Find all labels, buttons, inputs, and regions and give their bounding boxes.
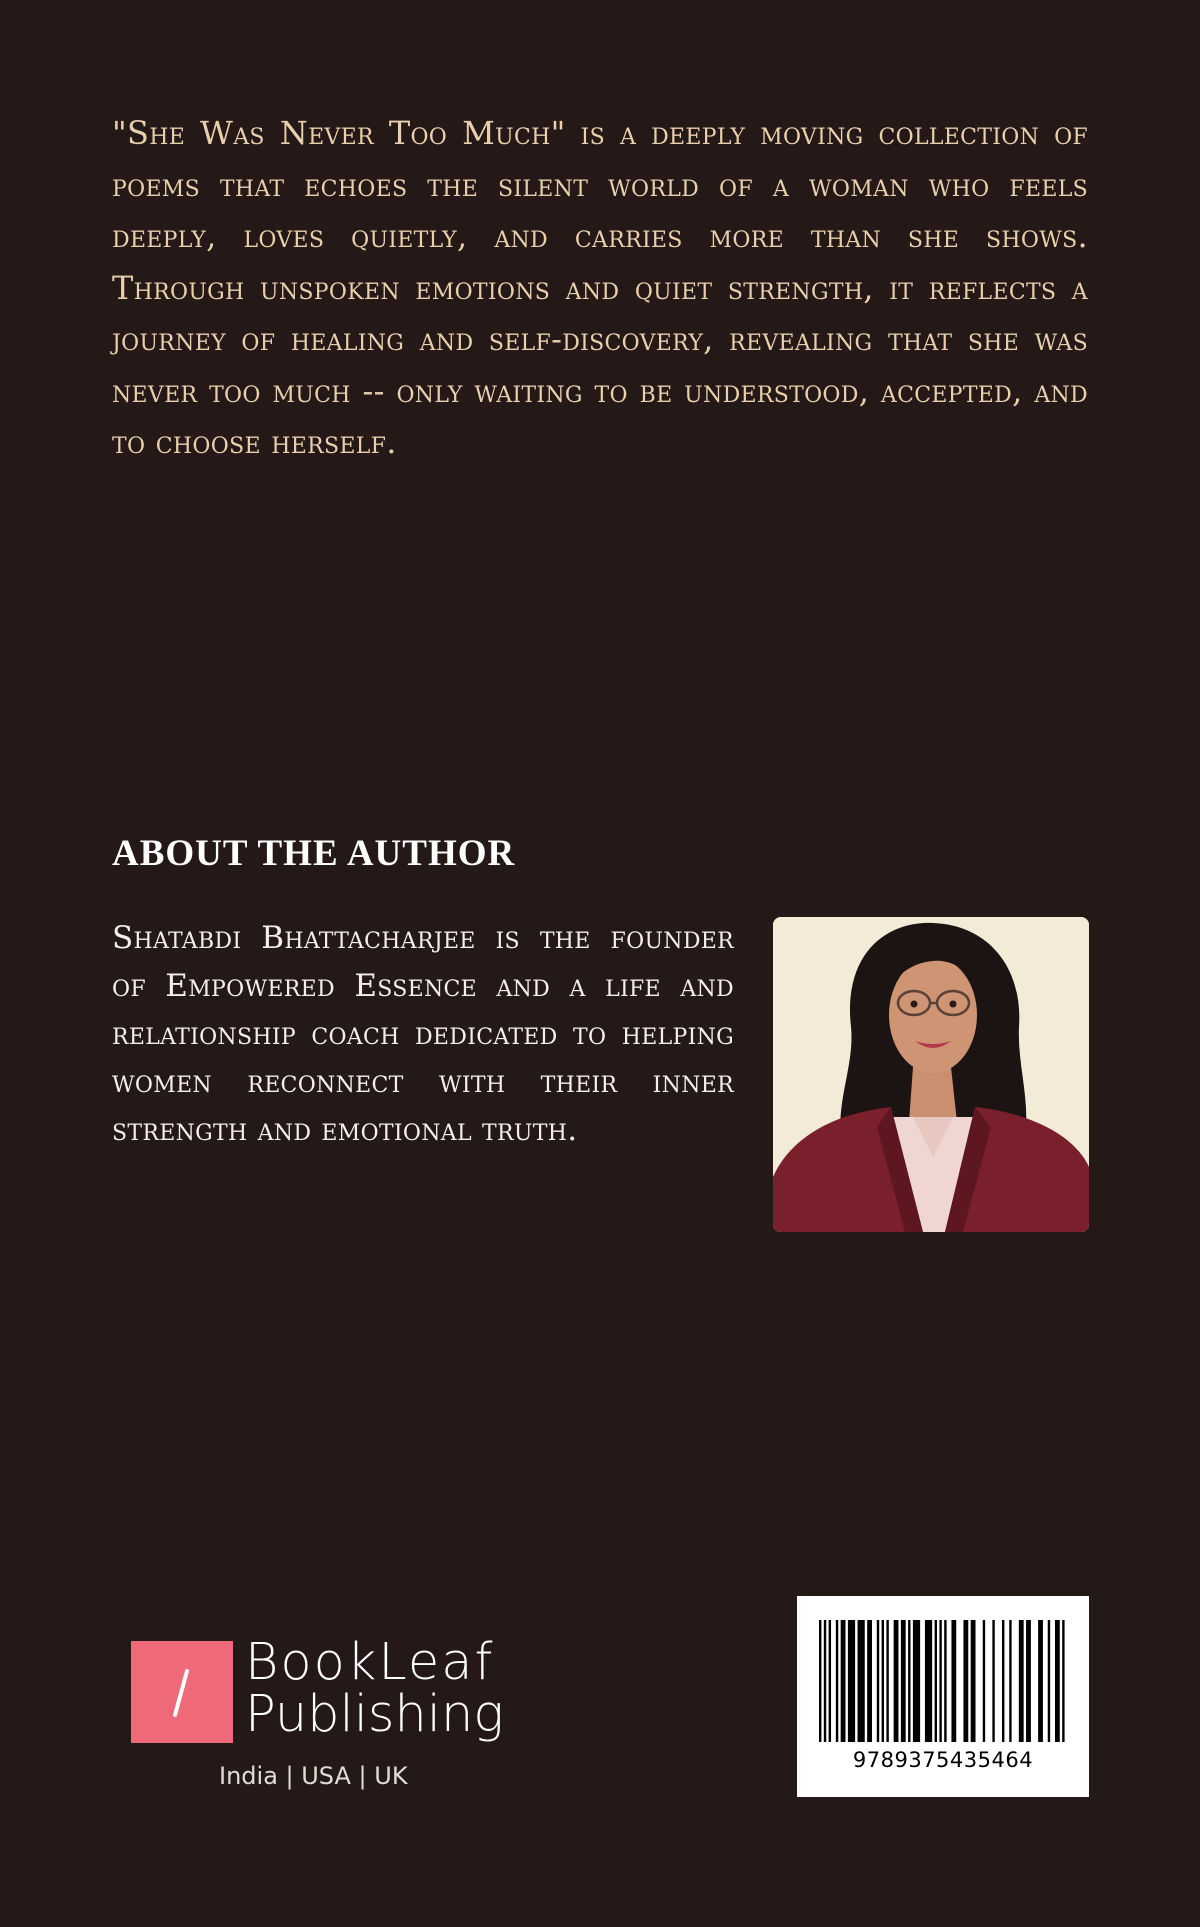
- barcode-bar: [963, 1620, 968, 1742]
- barcode-bar: [894, 1620, 899, 1742]
- leaf-slash-icon: [131, 1641, 233, 1743]
- barcode-bar: [901, 1620, 906, 1742]
- barcode-bar: [1038, 1620, 1043, 1742]
- isbn-number: 9789375435464: [852, 1748, 1034, 1772]
- barcode-bar: [882, 1620, 884, 1742]
- barcode-bar: [944, 1620, 946, 1742]
- barcode-bar: [1048, 1620, 1050, 1742]
- barcode-bar: [1062, 1620, 1064, 1742]
- barcode-bar: [1055, 1620, 1060, 1742]
- publisher-logo: [131, 1633, 511, 1800]
- barcode-bar: [841, 1620, 846, 1742]
- barcode-bar: [1019, 1620, 1024, 1742]
- barcode-bar: [925, 1620, 932, 1742]
- barcode-bar: [983, 1620, 985, 1742]
- barcode-bar: [992, 1620, 994, 1742]
- barcode-bar: [886, 1620, 888, 1742]
- barcode-bar: [1009, 1620, 1011, 1742]
- barcode-bar: [824, 1620, 826, 1742]
- barcode-bar: [913, 1620, 920, 1742]
- publisher-name-line1: BookLeaf: [245, 1633, 495, 1692]
- barcode-bar: [867, 1620, 872, 1742]
- publisher-regions: India | USA | UK: [219, 1762, 408, 1790]
- barcode-bar: [819, 1620, 821, 1742]
- barcode-bar: [951, 1620, 956, 1742]
- barcode-bar: [939, 1620, 941, 1742]
- barcode-bar: [908, 1620, 910, 1742]
- author-photo: [773, 917, 1089, 1232]
- book-description: "She Was Never Too Much" is a deeply moving collection of poems that echoes the silent world of a woman who feels deeply, loves quietly, and carries more than she shows. Through unspoken emotions and quiet strength, it reflects a journey of healing and self-discovery, revealing that she was never too much -- only waiting to be understood, accepted, and to choose herself.: [112, 114, 1088, 461]
- author-bio: Shatabdi Bhattacharjee is the founder of Empowered Essence and a life and relationship coach dedicated to helping women reconnect with their inner strength and emotional truth.: [112, 920, 734, 1148]
- barcode-bar: [971, 1620, 976, 1742]
- barcode-bars: [819, 1620, 1067, 1742]
- barcode-bar: [829, 1620, 831, 1742]
- barcode-bar: [858, 1620, 865, 1742]
- isbn-barcode: [797, 1596, 1089, 1797]
- barcode-bar: [836, 1620, 838, 1742]
- publisher-name-line2: Publishing: [245, 1685, 504, 1744]
- barcode-bar: [877, 1620, 879, 1742]
- barcode-bar: [848, 1620, 855, 1742]
- about-author-heading: ABOUT THE AUTHOR: [112, 833, 516, 874]
- barcode-bar: [1026, 1620, 1031, 1742]
- barcode-bar: [1002, 1620, 1004, 1742]
- barcode-bar: [935, 1620, 937, 1742]
